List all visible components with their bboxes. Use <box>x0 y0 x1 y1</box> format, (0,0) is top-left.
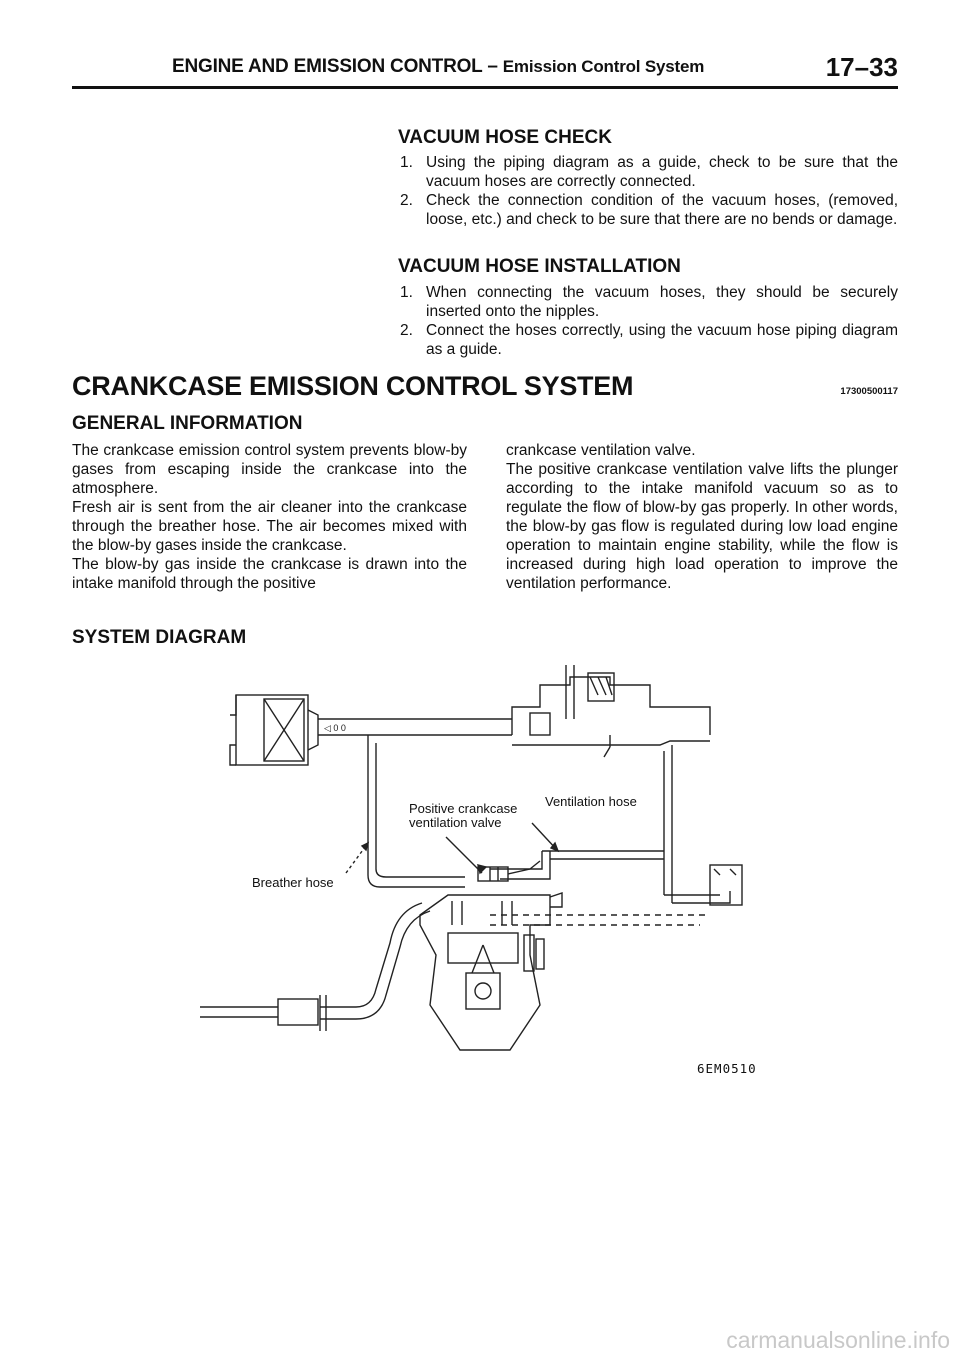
pcv-valve-label-line2: ventilation valve <box>409 815 502 830</box>
paragraph: Fresh air is sent from the air cleaner into the crankcase through the breather hose. The air becomes mixed with the blow-by gases inside the crankcase. <box>72 499 467 554</box>
header-rule <box>72 86 898 89</box>
svg-text:◁ 0 0: ◁ 0 0 <box>324 723 346 733</box>
breather-hose-label: Breather hose <box>252 875 334 890</box>
figure-id: 6EM0510 <box>697 1061 757 1076</box>
vacuum-hose-installation-heading: VACUUM HOSE INSTALLATION <box>398 256 681 277</box>
paragraph: The blow-by gas inside the crankcase is drawn into the intake manifold through the positive <box>72 556 467 592</box>
intake-duct-illustration <box>318 665 710 757</box>
doc-number: 17300500117 <box>840 386 898 397</box>
crankcase-ventilation-diagram <box>190 655 750 1055</box>
vacuum-hose-check-steps <box>398 153 898 229</box>
header-title-sub: Emission Control System <box>502 57 705 76</box>
pcv-valve-illustration <box>478 861 540 881</box>
list-item <box>398 283 898 321</box>
pcv-valve-label-line1: Positive crankcase <box>409 801 518 816</box>
step-number: 1. <box>400 154 413 171</box>
step-text: Connect the hoses correctly, using the vacuum hose piping diagram as a guide. <box>426 322 898 358</box>
page-number: 17–33 <box>825 52 898 82</box>
vacuum-hose-check-heading: VACUUM HOSE CHECK <box>398 127 612 148</box>
general-information-left-column <box>72 441 467 593</box>
step-text: Check the connection condition of the vacuum hoses, (removed, loose, etc.) and check to be sure that there are no bends or damage. <box>426 192 898 228</box>
step-text: Using the piping diagram as a guide, check to be sure that the vacuum hoses are correctly connected. <box>426 154 898 190</box>
engine-illustration <box>420 893 562 1050</box>
header-title-main: ENGINE AND EMISSION CONTROL – <box>172 56 498 77</box>
section-title: CRANKCASE EMISSION CONTROL SYSTEM <box>72 371 634 401</box>
step-number: 1. <box>400 284 413 301</box>
step-number: 2. <box>400 322 413 339</box>
header-title <box>172 56 704 78</box>
general-information-right-column <box>506 441 898 593</box>
paragraph: The positive crankcase ventilation valve lifts the plunger according to the intake manifold vacuum so as to regulate the flow of blow-by gas properly. In other words, the blow-by gas flow is regulated during low load engine operation to maintain engine stability, while the flow is increased during high load operation to improve the ventilation performance. <box>506 461 898 592</box>
vacuum-hose-installation-steps <box>398 283 898 359</box>
list-item <box>398 191 898 229</box>
ventilation-hose-label: Ventilation hose <box>545 794 637 809</box>
air-cleaner-illustration <box>230 695 318 765</box>
step-text: When connecting the vacuum hoses, they should be securely inserted onto the nipples. <box>426 284 898 320</box>
step-number: 2. <box>400 192 413 209</box>
leader-lines <box>346 823 558 873</box>
exhaust-illustration <box>200 903 430 1031</box>
list-item <box>398 321 898 359</box>
paragraph: The crankcase emission control system prevents blow-by gases from escaping inside the crankcase into the atmosphere. <box>72 442 467 497</box>
blow-by-passage <box>490 915 710 925</box>
watermark: carmanualsonline.info <box>726 1327 950 1353</box>
system-diagram-heading: SYSTEM DIAGRAM <box>72 627 247 648</box>
ventilation-hose-illustration <box>490 745 742 905</box>
page-header <box>72 52 898 86</box>
general-information-heading: GENERAL INFORMATION <box>72 413 303 434</box>
list-item <box>398 153 898 191</box>
paragraph: crankcase ventilation valve. <box>506 442 696 459</box>
